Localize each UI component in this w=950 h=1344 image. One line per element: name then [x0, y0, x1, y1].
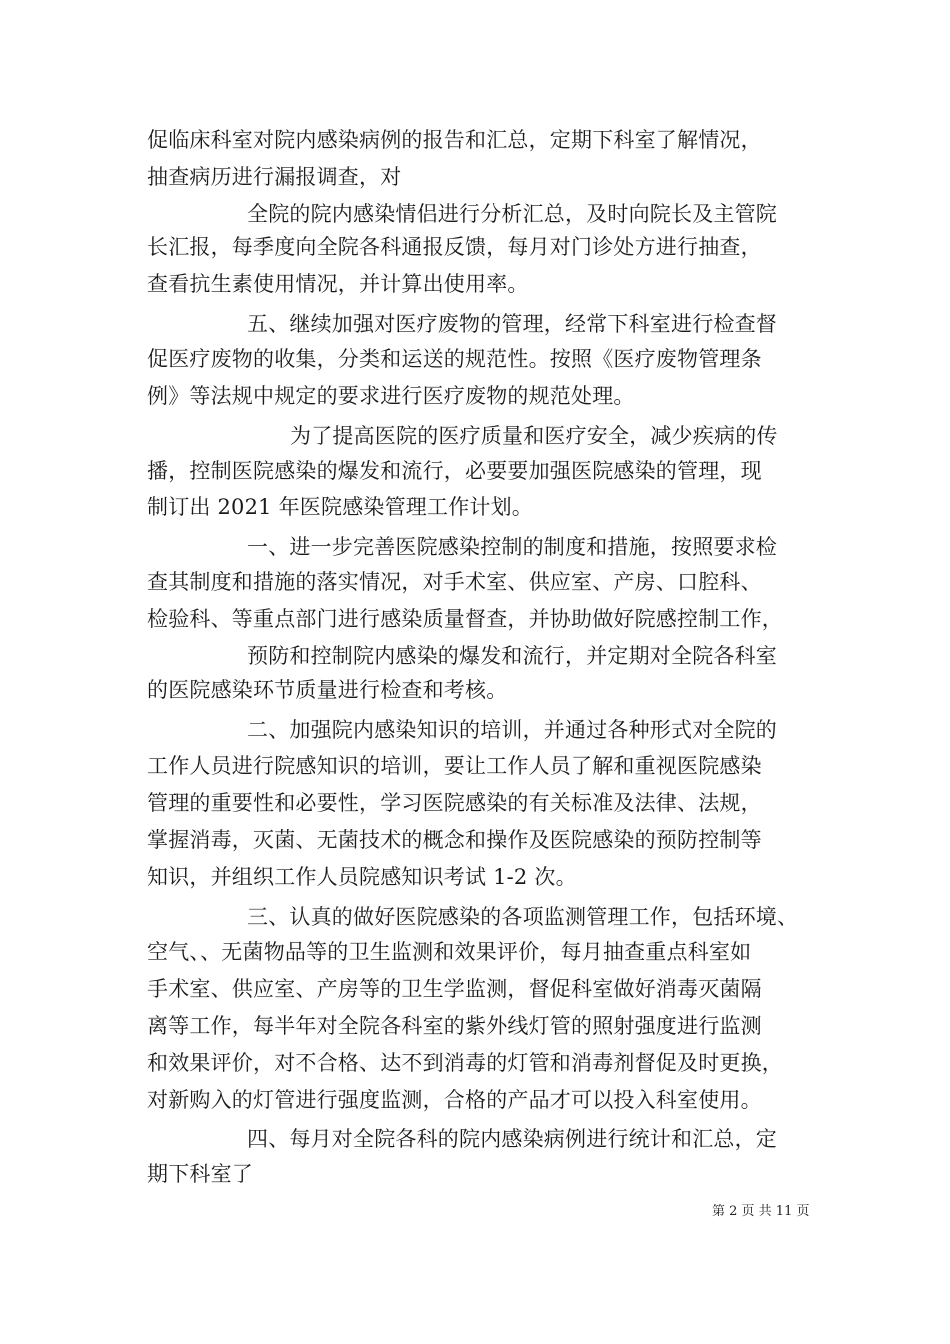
text-line: 空气、、无菌物品等的卫生监测和效果评价，每月抽查重点科室如: [147, 940, 752, 964]
text-line: 掌握消毒，灭菌、无菌技术的概念和操作及医院感染的预防控制等: [147, 828, 762, 852]
text-line: 促医疗废物的收集，分类和运送的规范性。按照《医疗废物管理条: [147, 347, 762, 371]
text-line: 查看抗生素使用情况，并计算出使用率。: [147, 272, 529, 296]
text-line: 二、加强院内感染知识的培训，并通过各种形式对全院的: [247, 718, 777, 742]
text-line: 期下科室了: [147, 1162, 253, 1186]
text-line: 查其制度和措施的落实情况，对手术室、供应室、产房、口腔科、: [147, 570, 762, 594]
text-line: 促临床科室对院内感染病例的报告和汇总，定期下科室了解情况，: [147, 128, 762, 152]
text-line: 手术室、供应室、产房等的卫生学监测，督促科室做好消毒灭菌隔: [147, 977, 762, 1001]
page-number-footer: 第 2 页 共 11 页: [712, 1204, 810, 1219]
text-line: 的医院感染环节质量进行检查和考核。: [147, 678, 508, 702]
text-line: 四、每月对全院各科的院内感染病例进行统计和汇总，定: [247, 1127, 777, 1151]
text-line: 知识，并组织工作人员院感知识考试 1-2 次。: [147, 865, 577, 889]
text-line: 管理的重要性和必要性，学习医院感染的有关标准及法律、法规，: [147, 791, 762, 815]
text-line: 为了提高医院的医疗质量和医疗安全，减少疾病的传: [290, 424, 778, 448]
text-line: 对新购入的灯管进行强度监测，合格的产品才可以投入科室使用。: [147, 1088, 762, 1112]
text-line: 检验科、等重点部门进行感染质量督查，并协助做好院感控制工作，: [147, 607, 783, 631]
text-line: 抽查病历进行漏报调查，对: [147, 165, 402, 189]
text-line: 和效果评价，对不合格、达不到消毒的灯管和消毒剂督促及时更换，: [147, 1051, 783, 1075]
text-line: 播，控制医院感染的爆发和流行，必要要加强医院感染的管理，现: [147, 459, 762, 483]
text-line: 预防和控制院内感染的爆发和流行，并定期对全院各科室: [247, 644, 777, 668]
text-line: 三、认真的做好医院感染的各项监测管理工作，包括环境、: [247, 905, 799, 929]
text-line: 一、进一步完善医院感染控制的制度和措施，按照要求检: [247, 535, 777, 559]
text-line: 制订出 2021 年医院感染管理工作计划。: [147, 495, 533, 519]
text-line: 例》等法规中规定的要求进行医疗废物的规范处理。: [147, 384, 635, 408]
text-line: 全院的院内感染情侣进行分析汇总，及时向院长及主管院: [247, 202, 777, 226]
text-line: 长汇报，每季度向全院各科通报反馈，每月对门诊处方进行抽查，: [147, 235, 762, 259]
text-line: 五、继续加强对医疗废物的管理，经常下科室进行检查督: [247, 312, 777, 336]
text-line: 离等工作，每半年对全院各科室的紫外线灯管的照射强度进行监测: [147, 1014, 762, 1038]
text-line: 工作人员进行院感知识的培训，要让工作人员了解和重视医院感染: [147, 754, 762, 778]
